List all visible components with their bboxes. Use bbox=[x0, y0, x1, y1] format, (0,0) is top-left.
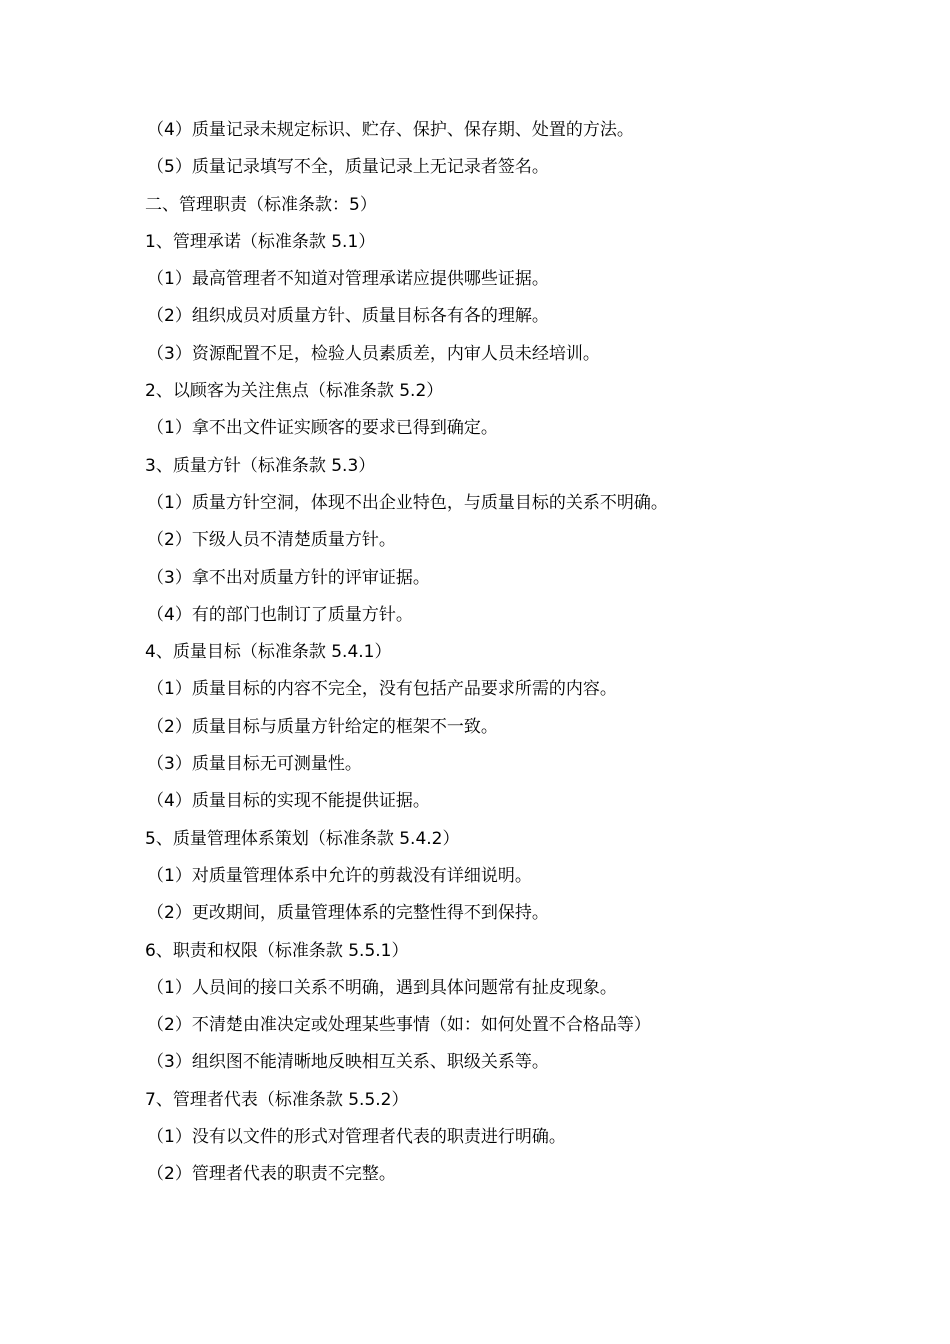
list-item: （1）质量方针空洞，体现不出企业特色，与质量目标的关系不明确。 bbox=[147, 492, 668, 513]
section-heading: 3、质量方针（标准条款 5.3） bbox=[145, 455, 376, 476]
list-item: （1）拿不出文件证实顾客的要求已得到确定。 bbox=[147, 418, 498, 439]
list-item: （2）管理者代表的职责不完整。 bbox=[147, 1164, 396, 1185]
list-item: （3）拿不出对质量方针的评审证据。 bbox=[147, 567, 430, 588]
section-heading: 2、以顾客为关注焦点（标准条款 5.2） bbox=[145, 381, 444, 402]
list-item: （2）更改期间，质量管理体系的完整性得不到保持。 bbox=[147, 903, 549, 924]
section-heading: 1、管理承诺（标准条款 5.1） bbox=[145, 231, 376, 252]
section-heading: 6、职责和权限（标准条款 5.5.1） bbox=[145, 940, 409, 961]
list-item: （2）下级人员不清楚质量方针。 bbox=[147, 530, 396, 551]
list-item: （2）不清楚由准决定或处理某些事情（如：如何处置不合格品等） bbox=[147, 1015, 651, 1036]
list-item: （4）质量目标的实现不能提供证据。 bbox=[147, 791, 430, 812]
section-heading: 5、质量管理体系策划（标准条款 5.4.2） bbox=[145, 828, 460, 849]
document-body bbox=[145, 112, 905, 1194]
list-item: （3）组织图不能清晰地反映相互关系、职级关系等。 bbox=[147, 1052, 549, 1073]
section-heading: 4、质量目标（标准条款 5.4.1） bbox=[145, 642, 392, 663]
list-item: （5）质量记录填写不全，质量记录上无记录者签名。 bbox=[147, 157, 549, 178]
section-heading: 7、管理者代表（标准条款 5.5.2） bbox=[145, 1089, 409, 1110]
list-item: （1）质量目标的内容不完全，没有包括产品要求所需的内容。 bbox=[147, 679, 617, 700]
list-item: （3）资源配置不足，检验人员素质差，内审人员未经培训。 bbox=[147, 343, 600, 364]
list-item: （2）组织成员对质量方针、质量目标各有各的理解。 bbox=[147, 306, 549, 327]
list-item: （1）没有以文件的形式对管理者代表的职责进行明确。 bbox=[147, 1127, 566, 1148]
list-item: （4）质量记录未规定标识、贮存、保护、保存期、处置的方法。 bbox=[147, 120, 634, 140]
list-item: （1）人员间的接口关系不明确，遇到具体问题常有扯皮现象。 bbox=[147, 977, 617, 998]
list-item: （1）对质量管理体系中允许的剪裁没有详细说明。 bbox=[147, 865, 532, 886]
list-item: （3）质量目标无可测量性。 bbox=[147, 754, 362, 775]
list-item: （4）有的部门也制订了质量方针。 bbox=[147, 604, 413, 625]
section-heading: 二、管理职责（标准条款：5） bbox=[145, 194, 377, 215]
list-item: （2）质量目标与质量方针给定的框架不一致。 bbox=[147, 716, 498, 737]
list-item: （1）最高管理者不知道对管理承诺应提供哪些证据。 bbox=[147, 269, 549, 290]
